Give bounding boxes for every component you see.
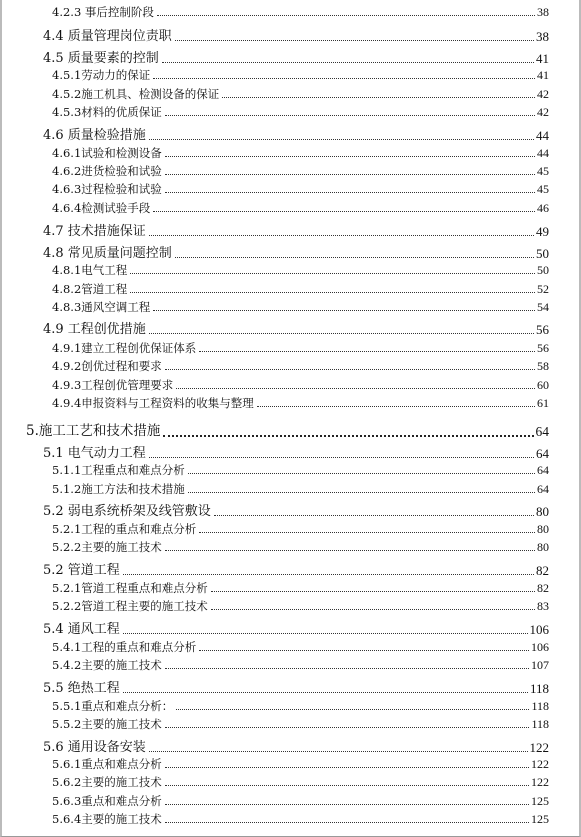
dot-leader: [149, 138, 534, 140]
toc-entry-page-number: 82: [537, 581, 549, 595]
toc-entry[interactable]: [52, 379, 549, 391]
toc-entry[interactable]: [52, 700, 549, 712]
toc-entry-page-number: 125: [531, 794, 549, 808]
dot-leader: [175, 39, 534, 41]
dot-leader: [149, 234, 534, 236]
toc-entry-page-number: 42: [537, 87, 549, 101]
toc-entry-page-number: 58: [537, 359, 549, 373]
toc-entry-page-number: 125: [531, 812, 549, 826]
toc-entry-title: 4.8 常见质量问题控制: [43, 246, 172, 261]
toc-entry-title: 4.5.3材料的优质保证: [52, 104, 162, 119]
dot-leader: [149, 456, 534, 458]
dot-leader: [123, 691, 528, 693]
toc-entry-title: 5.施工工艺和技术措施: [26, 423, 161, 439]
dot-leader: [165, 114, 535, 116]
toc-entry[interactable]: [43, 247, 549, 260]
toc-entry[interactable]: [43, 741, 549, 754]
dot-leader: [199, 350, 535, 352]
toc-entry[interactable]: [52, 541, 549, 553]
toc-entry-page-number: 122: [531, 757, 549, 771]
toc-entry-page-number: 118: [531, 699, 549, 713]
toc-entry[interactable]: [43, 30, 549, 43]
toc-entry-title: 4.5.2施工机具、检测设备的保证: [52, 86, 220, 101]
toc-entry-page-number: 61: [537, 396, 549, 410]
toc-entry-page-number: 64: [537, 463, 549, 477]
toc-entry-page-number: 64: [537, 482, 549, 496]
dot-leader: [165, 784, 529, 786]
toc-entry[interactable]: [52, 659, 549, 671]
dot-leader: [165, 667, 529, 669]
toc-entry[interactable]: [52, 758, 549, 770]
toc-entry-page-number: 80: [536, 504, 549, 519]
toc-entry-title: 5.2.1管道工程重点和难点分析: [52, 580, 208, 595]
toc-entry[interactable]: [52, 6, 549, 18]
toc-entry-title: 4.9 工程创优措施: [43, 322, 146, 337]
dot-leader: [163, 434, 533, 437]
dot-leader: [165, 549, 535, 551]
toc-entry-page-number: 38: [537, 5, 549, 19]
toc-entry[interactable]: [43, 505, 549, 518]
toc-entry[interactable]: [52, 165, 549, 177]
toc-entry-page-number: 41: [537, 68, 549, 82]
dot-leader: [175, 256, 534, 258]
dot-leader: [130, 291, 535, 293]
toc-entry-title: 4.5 质量要素的控制: [43, 51, 159, 66]
toc-entry-page-number: 41: [536, 51, 549, 66]
toc-entry[interactable]: [52, 600, 549, 612]
toc-entry-title: 5.2.2主要的施工技术: [52, 539, 162, 554]
toc-entry[interactable]: [43, 564, 549, 577]
toc-entry-title: 4.9.2创优过程和要求: [52, 358, 162, 373]
dot-leader: [149, 750, 528, 752]
dot-leader: [165, 821, 529, 823]
dot-leader: [214, 514, 534, 516]
toc-entry-title: 4.5.1劳动力的保证: [52, 67, 151, 82]
toc-entry-page-number: 122: [531, 775, 549, 789]
toc-entry[interactable]: [52, 464, 549, 476]
toc-entry-page-number: 106: [531, 640, 549, 654]
toc-entry-page-number: 80: [537, 522, 549, 536]
toc-entry-title: 4.6.4检测试验手段: [52, 200, 151, 215]
toc-entry-title: 5.2.1工程的重点和难点分析: [52, 521, 197, 536]
toc-entry-page-number: 44: [536, 128, 549, 143]
toc-entry-title: 5.4.1工程的重点和难点分析: [52, 639, 197, 654]
toc-entry-page-number: 122: [529, 740, 549, 755]
toc-entry-title: 4.2.3 事后控制阶段: [52, 4, 154, 19]
toc-entry-page-number: 80: [537, 540, 549, 554]
toc-entry-page-number: 52: [537, 282, 549, 296]
dot-leader: [188, 491, 535, 493]
toc-entry[interactable]: [52, 183, 549, 195]
toc-entry-page-number: 56: [537, 341, 549, 355]
toc-entry[interactable]: [52, 718, 549, 730]
dot-leader: [165, 155, 535, 157]
toc-entry[interactable]: [43, 623, 549, 636]
toc-entry-page-number: 118: [531, 717, 549, 731]
toc-entry-page-number: 50: [536, 246, 549, 261]
dot-leader: [211, 590, 535, 592]
dot-leader: [130, 272, 535, 274]
toc-entry-title: 4.6.1试验和检测设备: [52, 145, 162, 160]
toc-entry-page-number: 118: [529, 681, 549, 696]
toc-entry[interactable]: [43, 447, 549, 460]
dot-leader: [165, 368, 535, 370]
dot-leader: [188, 472, 535, 474]
toc-entry-title: 5.1.1工程重点和难点分析: [52, 462, 185, 477]
dot-leader: [211, 608, 535, 610]
toc-entry-page-number: 50: [537, 263, 549, 277]
toc-entry-page-number: 42: [537, 105, 549, 119]
toc-entry-title: 5.6.1重点和难点分析: [52, 756, 162, 771]
toc-entry-title: 4.8.3通风空调工程: [52, 299, 151, 314]
toc-entry[interactable]: [52, 147, 549, 159]
toc-entry[interactable]: [52, 813, 549, 825]
dot-leader: [157, 14, 535, 16]
toc-entry-page-number: 46: [537, 201, 549, 215]
toc-entry-page-number: 83: [537, 599, 549, 613]
toc-entry-title: 4.8.1电气工程: [52, 262, 128, 277]
dot-leader: [153, 210, 535, 212]
toc-entry[interactable]: [52, 795, 549, 807]
toc-entry[interactable]: [52, 582, 549, 594]
toc-entry[interactable]: [52, 69, 549, 81]
toc-entry-page-number: 38: [536, 29, 549, 44]
toc-entry[interactable]: [52, 301, 549, 313]
toc-entry[interactable]: [26, 425, 549, 439]
toc-entry-title: 5.4 通风工程: [43, 622, 120, 637]
dot-leader: [153, 309, 535, 311]
toc-entry-title: 5.6.3重点和难点分析: [52, 793, 162, 808]
toc-entry-title: 4.8.2管道工程: [52, 281, 128, 296]
dot-leader: [123, 632, 528, 634]
toc-entry-page-number: 64: [535, 424, 549, 439]
toc-entry[interactable]: [52, 397, 549, 409]
toc-entry-title: 4.6.3过程检验和试验: [52, 181, 162, 196]
toc-entry-title: 5.6.2主要的施工技术: [52, 774, 162, 789]
toc-entry-title: 5.6.4主要的施工技术: [52, 811, 162, 826]
dot-leader: [257, 405, 535, 407]
dot-leader: [162, 61, 534, 63]
toc-entry-title: 5.5.1重点和难点分析：: [52, 698, 174, 713]
toc-entry[interactable]: [52, 776, 549, 788]
dot-leader: [149, 332, 534, 334]
toc-entry[interactable]: [52, 342, 549, 354]
toc-entry-title: 5.2 弱电系统桥架及线管敷设: [43, 504, 211, 519]
dot-leader: [165, 766, 529, 768]
toc-entry-page-number: 60: [537, 378, 549, 392]
toc-entry-title: 4.9.3工程创优管理要求: [52, 377, 174, 392]
toc-entry-page-number: 56: [536, 322, 549, 337]
toc-entry[interactable]: [52, 641, 549, 653]
dot-leader: [222, 96, 535, 98]
toc-entry-page-number: 45: [537, 164, 549, 178]
toc-entry-title: 4.7 技术措施保证: [43, 224, 146, 239]
dot-leader: [123, 573, 534, 575]
toc-entry[interactable]: [52, 106, 549, 118]
toc-entry-title: 5.5.2主要的施工技术: [52, 716, 162, 731]
toc-entry[interactable]: [43, 52, 549, 65]
toc-entry[interactable]: [52, 360, 549, 372]
toc-entry-page-number: 82: [536, 563, 549, 578]
toc-entry-title: 5.4.2主要的施工技术: [52, 657, 162, 672]
toc-entry[interactable]: [43, 129, 549, 142]
toc-entry[interactable]: [52, 264, 549, 276]
toc-entry-page-number: 49: [536, 224, 549, 239]
dot-leader: [165, 191, 535, 193]
dot-leader: [165, 173, 535, 175]
toc-entry[interactable]: [43, 225, 549, 238]
toc-entry-title: 4.4 质量管理岗位责职: [43, 29, 172, 44]
toc-entry[interactable]: [52, 523, 549, 535]
toc-entry-title: 5.5 绝热工程: [43, 681, 120, 696]
toc-entry-title: 5.2 管道工程: [43, 563, 120, 578]
toc-entry-title: 4.9.1建立工程创优保证体系: [52, 340, 197, 355]
dot-leader: [176, 387, 535, 389]
toc-entry-title: 5.1.2施工方法和技术措施: [52, 481, 185, 496]
dot-leader: [165, 803, 529, 805]
toc-entry-page-number: 64: [536, 446, 549, 461]
toc-entry-page-number: 106: [529, 622, 549, 637]
toc-entry-title: 4.9.4申报资料与工程资料的收集与整理: [52, 395, 254, 410]
toc-entry-page-number: 45: [537, 182, 549, 196]
toc-entry-page-number: 107: [531, 658, 549, 672]
dot-leader: [199, 531, 535, 533]
toc-entry-title: 5.2.2管道工程主要的施工技术: [52, 598, 208, 613]
toc-entry[interactable]: [52, 202, 549, 214]
toc-entry-page-number: 44: [537, 146, 549, 160]
toc-entry-title: 4.6.2进货检验和试验: [52, 163, 162, 178]
toc-entry[interactable]: [43, 323, 549, 336]
dot-leader: [199, 649, 529, 651]
toc-entry-page-number: 54: [537, 300, 549, 314]
toc-entry[interactable]: [43, 682, 549, 695]
dot-leader: [153, 77, 535, 79]
toc-entry[interactable]: [52, 283, 549, 295]
dot-leader: [176, 708, 529, 710]
dot-leader: [165, 726, 530, 728]
toc-entry[interactable]: [52, 483, 549, 495]
toc-entry-title: 5.1 电气动力工程: [43, 446, 146, 461]
toc-entry[interactable]: [52, 88, 549, 100]
toc-entry-title: 4.6 质量检验措施: [43, 128, 146, 143]
toc-entry-title: 5.6 通用设备安装: [43, 740, 146, 755]
